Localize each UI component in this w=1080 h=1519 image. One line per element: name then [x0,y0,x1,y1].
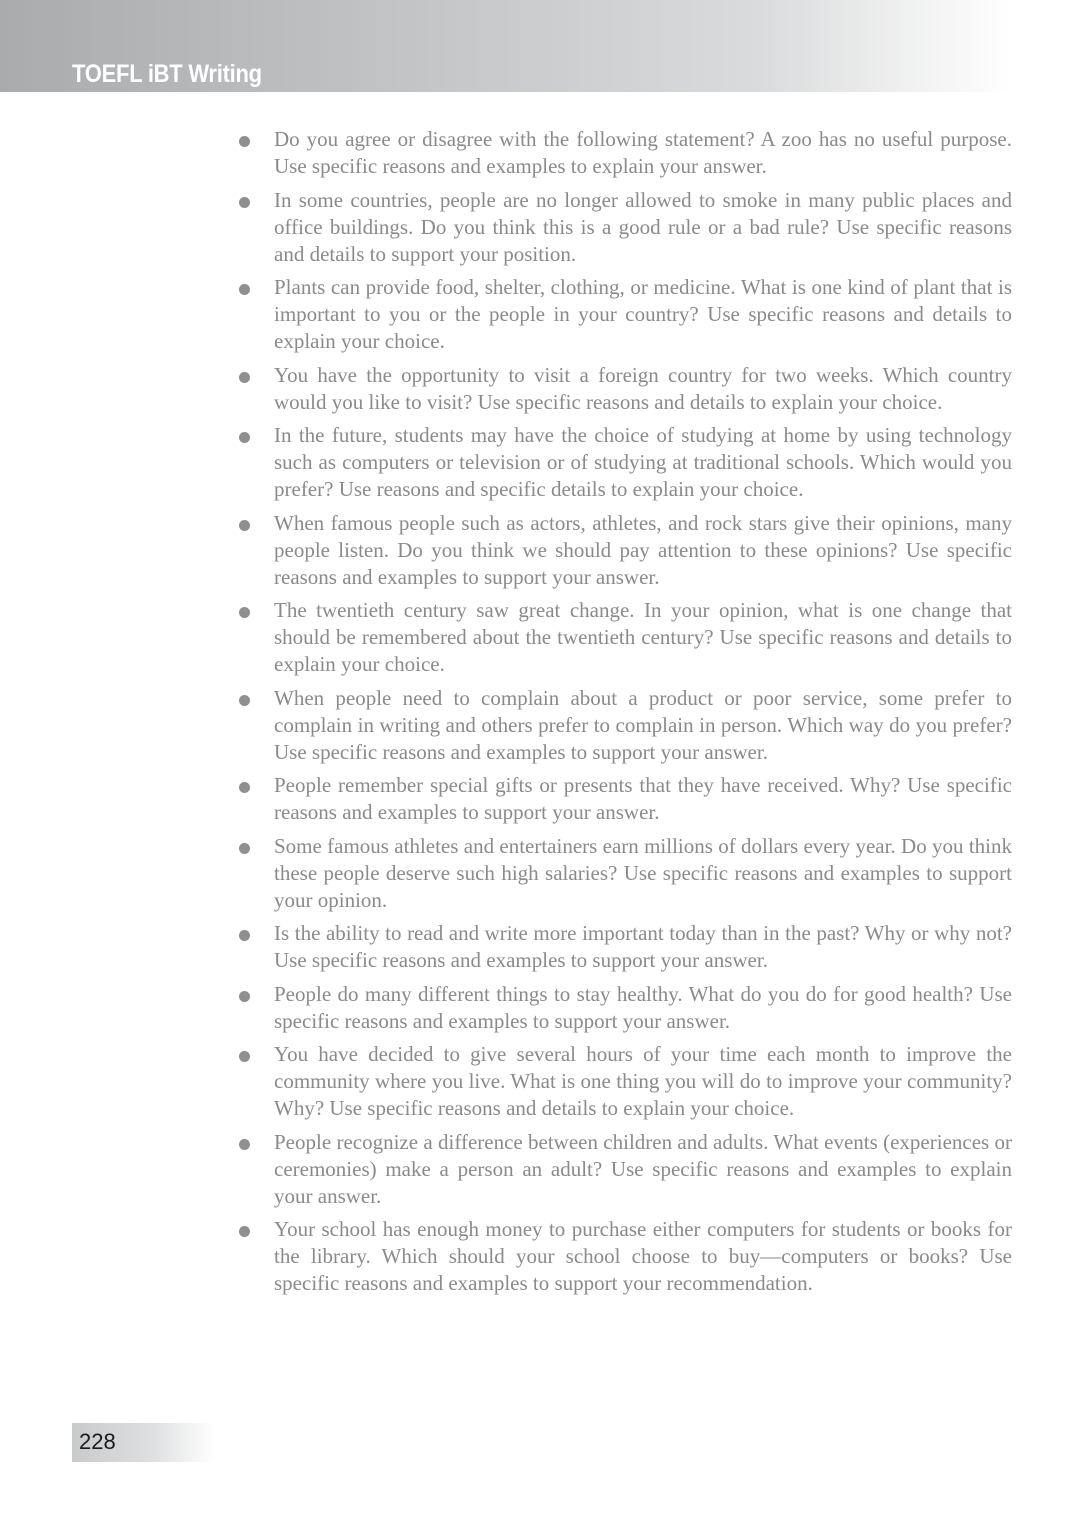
bullet-icon [239,695,250,706]
bullet-icon [239,782,250,793]
list-item [236,187,1012,268]
question-text: When people need to complain about a product or poor service, some prefer to complain in writing and others prefer to complain in person. Which way do you prefer? Use specific reasons and examples to support your answer. [274,685,1012,764]
list-item [236,920,1012,974]
list-item [236,510,1012,591]
list-item [236,422,1012,503]
question-text: People do many different things to stay healthy. What do you do for good health? Use specific reasons and examples to support your answer. [274,981,1012,1033]
question-text: You have the opportunity to visit a foreign country for two weeks. Which country would you like to visit? Use specific reasons and details to explain your choice. [274,362,1012,414]
question-text: People remember special gifts or presents that they have received. Why? Use specific reasons and examples to support your answer. [274,773,1012,824]
writing-questions-list [236,126,1012,1304]
bullet-icon [239,136,250,147]
question-text: Your school has enough money to purchase either computers for students or books for the library. Which should your school choose to buy—computers or books? Use specific reasons and examples to support your recommendation. [274,1217,1012,1295]
page-header-title: TOEFL iBT Writing [72,60,262,88]
list-item [236,1041,1012,1122]
question-text: Do you agree or disagree with the following statement? A zoo has no useful purpose. Use specific reasons and examples to explain your answer. [274,127,1012,178]
bullet-icon [239,432,250,443]
list-item [236,833,1012,914]
bullet-icon [239,930,250,941]
list-item [236,274,1012,355]
bullet-icon [239,1051,250,1062]
list-item [236,362,1012,416]
list-item [236,597,1012,678]
page-number: 228 [79,1429,116,1454]
question-text: Is the ability to read and write more important today than in the past? Why or why not? Use specific reasons and examples to support your answer. [274,921,1012,972]
list-item [236,685,1012,766]
list-item [236,126,1012,180]
question-text: Plants can provide food, shelter, clothing, or medicine. What is one kind of plant that is important to you or the people in your country? Use specific reasons and details to explain your choice. [274,275,1012,353]
question-text: In some countries, people are no longer allowed to smoke in many public places and office buildings. Do you think this is a good rule or a bad rule? Use specific reasons and details to support your position. [274,187,1012,266]
bullet-icon [239,607,250,618]
bullet-icon [239,284,250,295]
question-text: The twentieth century saw great change. In your opinion, what is one change that should be remembered about the twentieth century? Use specific reasons and details to explain your choice. [274,598,1012,676]
bullet-icon [239,372,250,383]
list-item [236,1129,1012,1210]
question-text: Some famous athletes and entertainers earn millions of dollars every year. Do you think these people deserve such high salaries? Use specific reasons and examples to support your opinion. [274,833,1012,912]
question-text: You have decided to give several hours of your time each month to improve the community where you live. What is one thing you will do to improve your community? Why? Use specific reasons and details to explain your choice. [274,1042,1012,1120]
bullet-icon [239,1226,250,1237]
list-item [236,772,1012,826]
question-text: People recognize a difference between children and adults. What events (experiences or ceremonies) make a person an adult? Use specific reasons and examples to explain your answer. [274,1129,1012,1208]
bullet-icon [239,991,250,1002]
list-item [236,981,1012,1035]
bullet-icon [239,1139,250,1150]
question-text: When famous people such as actors, athletes, and rock stars give their opinions, many people listen. Do you think we should pay attention to these opinions? Use specific reasons and examples to support your answer. [274,510,1012,589]
question-text: In the future, students may have the choice of studying at home by using technology such as computers or television or of studying at traditional schools. Which would you prefer? Use reasons and specific details to explain your choice. [274,423,1012,501]
bullet-icon [239,843,250,854]
list-item [236,1216,1012,1297]
bullet-icon [239,520,250,531]
bullet-icon [239,197,250,208]
